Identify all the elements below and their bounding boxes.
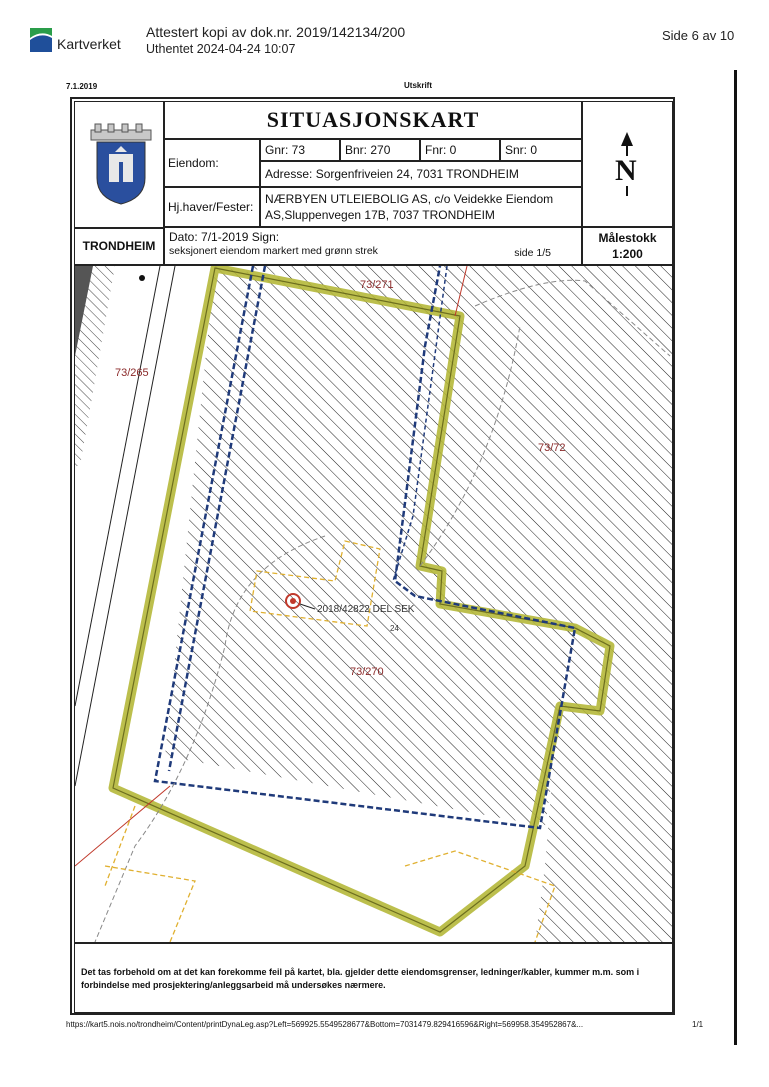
- trondheim-coat-of-arms-icon: [75, 102, 163, 226]
- owner-label: Hj.haver/Fester:: [164, 187, 260, 227]
- disclaimer-box: [74, 943, 673, 1013]
- footer-url: https://kart5.nois.no/trondheim/Content/printDynaLeg.asp?Left=569925.5549528677&Bottom=7031479.829416596&Right=569958.354952867&...: [66, 1020, 584, 1029]
- scale-cell: [582, 227, 673, 265]
- north-arrow-cell: [582, 101, 673, 227]
- date-sign: Dato: 7/1-2019 Sign:: [169, 230, 280, 244]
- print-date: 7.1.2019: [66, 82, 98, 91]
- map-label-73-270: 73/270: [350, 666, 384, 678]
- address-field: Adresse: Sorgenfriveien 24, 7031 TRONDHEIM: [260, 161, 582, 187]
- situation-map-form: [70, 97, 675, 1015]
- owner-line-2: AS,Sluppenvegen 17B, 7037 TRONDHEIM: [265, 208, 495, 222]
- logo-text: Kartverket: [57, 36, 121, 52]
- date-sign-cell: [164, 227, 582, 265]
- gnr-field: Gnr: 73: [260, 139, 340, 161]
- map-label-73-265: 73/265: [115, 367, 149, 379]
- scan-edge-line: [734, 70, 737, 1045]
- page-indicator: Side 6 av 10: [662, 28, 735, 43]
- snr-field: Snr: 0: [500, 139, 582, 161]
- property-map: [74, 265, 673, 943]
- owner-field: [260, 187, 582, 227]
- municipality-name: TRONDHEIM: [74, 227, 164, 265]
- map-label-house-number: 24: [390, 624, 399, 633]
- disclaimer-text: Det tas forbehold om at det kan forekomme feil på kartet, bla. gjelder dette eiendomsgrenser, ledninger/kabler, kummer m.m. som i forbindelse med prosjektering/anleggsarbeid må undersøkes nærmere.: [81, 967, 640, 990]
- map-label-73-72: 73/72: [538, 442, 566, 454]
- scale-value: 1:200: [612, 247, 643, 261]
- north-letter: N: [615, 154, 637, 187]
- scale-label: Målestokk: [598, 231, 657, 245]
- footer-page: 1/1: [692, 1020, 704, 1029]
- coat-of-arms-cell: [74, 101, 164, 229]
- property-map-canvas: [75, 266, 672, 942]
- map-label-section: 2018/42822 DEL SEK: [317, 604, 415, 615]
- building-outline-yellow-2: [105, 806, 135, 886]
- owner-line-1: NÆRBYEN UTLEIEBOLIG AS, c/o Veidekke Eiendom: [265, 192, 554, 206]
- retrieved-timestamp: Uthentet 2024-04-24 10:07: [146, 42, 296, 56]
- print-label: Utskrift: [404, 81, 433, 90]
- sheet-number: side 1/5: [514, 247, 551, 259]
- eiendom-label: Eiendom:: [164, 139, 260, 187]
- kartverket-logo: [30, 24, 130, 56]
- bnr-field: Bnr: 270: [340, 139, 420, 161]
- document-title: Attestert kopi av dok.nr. 2019/142134/200: [146, 24, 406, 40]
- map-label-73-271: 73/271: [360, 279, 394, 291]
- map-title: SITUASJONSKART: [164, 101, 582, 139]
- fnr-field: Fnr: 0: [420, 139, 500, 161]
- section-note: seksjonert eiendom markert med grønn strek: [169, 245, 378, 257]
- kartverket-logo-icon: [30, 26, 52, 52]
